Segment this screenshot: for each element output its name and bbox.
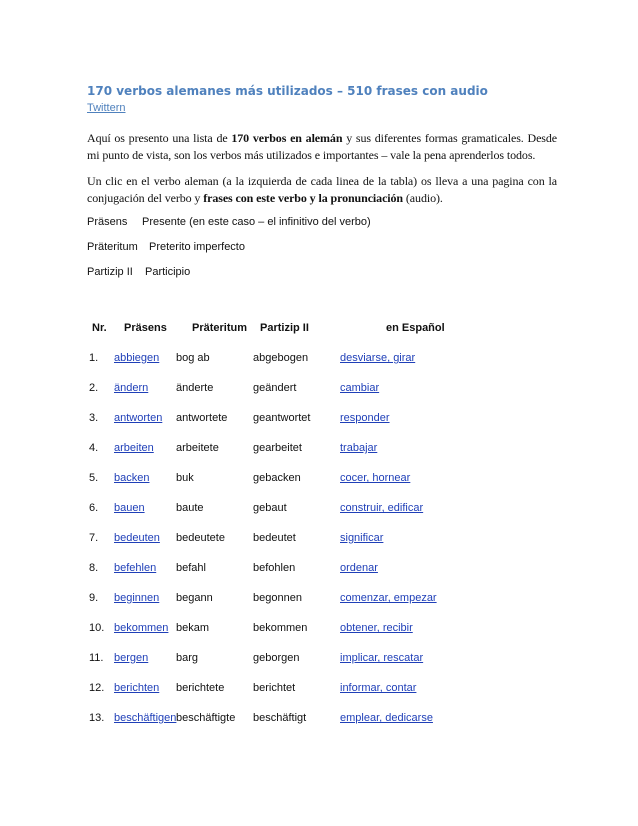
praeteritum-form: änderte [176,382,214,394]
instruction-text-part2: (audio). [403,190,443,205]
row-number: 5. [89,472,99,484]
intro-text-part1: Aquí os presento una lista de [87,131,232,145]
praeteritum-form: berichtete [176,682,225,694]
praeteritum-form: antwortete [176,412,228,424]
partizip-form: beschäftigt [253,712,307,724]
row-number: 10. [89,622,105,634]
verb-link[interactable]: ändern [114,382,149,394]
table-row [87,532,557,562]
table-row [87,682,557,712]
row-number: 4. [89,442,99,454]
praeteritum-form: bog ab [176,352,210,364]
instruction-text-part1: Un clic en el verbo aleman (a la izquierda de cada linea de la tabla) os lleva a una pagina con la conjugación del verbo y [87,174,557,205]
row-number: 1. [89,352,99,364]
legend-term: Partizip II [87,266,133,278]
legend-line [87,266,557,279]
partizip-form: begonnen [253,592,302,604]
partizip-form: berichtet [253,682,296,694]
table-header-row [87,322,557,352]
spanish-translation-link[interactable]: cambiar [340,382,380,394]
verb-link[interactable]: arbeiten [114,442,154,454]
spanish-translation-link[interactable]: obtener, recibir [340,622,413,634]
header-praeteritum: Präteritum [192,322,248,334]
praeteritum-form: barg [176,652,199,664]
partizip-form: geändert [253,382,297,394]
spanish-translation-link[interactable]: comenzar, empezar [340,592,437,604]
table-row [87,562,557,592]
partizip-form: befohlen [253,562,296,574]
legend-term: Präsens [87,216,128,228]
partizip-form: gearbeitet [253,442,302,454]
table-row [87,472,557,502]
row-number: 8. [89,562,99,574]
partizip-form: abgebogen [253,352,309,364]
partizip-form: bekommen [253,622,308,634]
praeteritum-form: buk [176,472,194,484]
spanish-translation-link[interactable]: ordenar [340,562,378,574]
verbs-table [87,322,557,742]
header-spanish: en Español [386,322,445,334]
verb-link[interactable]: bergen [114,652,149,664]
praeteritum-form: arbeitete [176,442,219,454]
intro-paragraph [87,130,557,163]
header-nr: Nr. [92,322,107,334]
spanish-translation-link[interactable]: construir, edificar [340,502,424,514]
table-row [87,502,557,532]
table-row [87,412,557,442]
table-row [87,712,557,742]
instruction-paragraph [87,173,557,206]
verb-link[interactable]: berichten [114,682,160,694]
spanish-translation-link[interactable]: implicar, rescatar [340,652,424,664]
table-row [87,382,557,412]
legend-description: Preterito imperfecto [149,241,245,253]
praeteritum-form: befahl [176,562,206,574]
spanish-translation-link[interactable]: cocer, hornear [340,472,411,484]
header-partizip: Partizip II [260,322,309,334]
table-row [87,442,557,472]
verb-link[interactable]: beginnen [114,592,160,604]
legend-term: Präteritum [87,241,138,253]
table-row [87,652,557,682]
spanish-translation-link[interactable]: trabajar [340,442,378,454]
verb-link[interactable]: backen [114,472,150,484]
spanish-translation-link[interactable]: responder [340,412,390,424]
legend-description: Participio [145,266,191,278]
twitter-link[interactable]: Twittern [87,102,126,114]
verb-link[interactable]: bauen [114,502,145,514]
intro-text-part2: y sus diferentes formas gramaticales. Desde mi punto de vista, son los verbos más utilizados e importantes – vale la pena aprenderlos todos. [87,131,557,162]
document-content [87,84,557,291]
partizip-form: gebaut [253,502,287,514]
praeteritum-form: bekam [176,622,210,634]
spanish-translation-link[interactable]: significar [340,532,384,544]
legend-line [87,241,557,254]
praeteritum-form: beschäftigte [176,712,236,724]
praeteritum-form: baute [176,502,204,514]
row-number: 7. [89,532,99,544]
spanish-translation-link[interactable]: desviarse, girar [340,352,416,364]
legend-description: Presente (en este caso – el infinitivo del verbo) [142,216,371,228]
partizip-form: geborgen [253,652,300,664]
row-number: 12. [89,682,105,694]
row-number: 3. [89,412,99,424]
verb-link[interactable]: beschäftigen [114,712,177,724]
spanish-translation-link[interactable]: informar, contar [340,682,417,694]
spanish-translation-link[interactable]: emplear, dedicarse [340,712,433,724]
partizip-form: gebacken [253,472,301,484]
partizip-form: bedeutet [253,532,296,544]
intro-bold-text: 170 verbos en alemán [231,131,343,145]
legend-block [87,216,557,279]
instruction-bold-text: frases con este verbo y la pronunciación [203,190,404,205]
verb-link[interactable]: abbiegen [114,352,160,364]
verb-link[interactable]: bekommen [114,622,169,634]
page-title: 170 verbos alemanes más utilizados – 510 frases con audio [87,84,488,98]
partizip-form: geantwortet [253,412,311,424]
praeteritum-form: begann [176,592,213,604]
praeteritum-form: bedeutete [176,532,225,544]
row-number: 13. [89,712,105,724]
header-praesens: Präsens [124,322,167,334]
row-number: 11. [89,652,104,664]
row-number: 6. [89,502,99,514]
row-number: 2. [89,382,99,394]
table-row [87,352,557,382]
table-row [87,622,557,652]
legend-line [87,216,557,229]
table-row [87,592,557,622]
verb-link[interactable]: bedeuten [114,532,160,544]
row-number: 9. [89,592,99,604]
verb-link[interactable]: antworten [114,412,163,424]
verb-link[interactable]: befehlen [114,562,157,574]
